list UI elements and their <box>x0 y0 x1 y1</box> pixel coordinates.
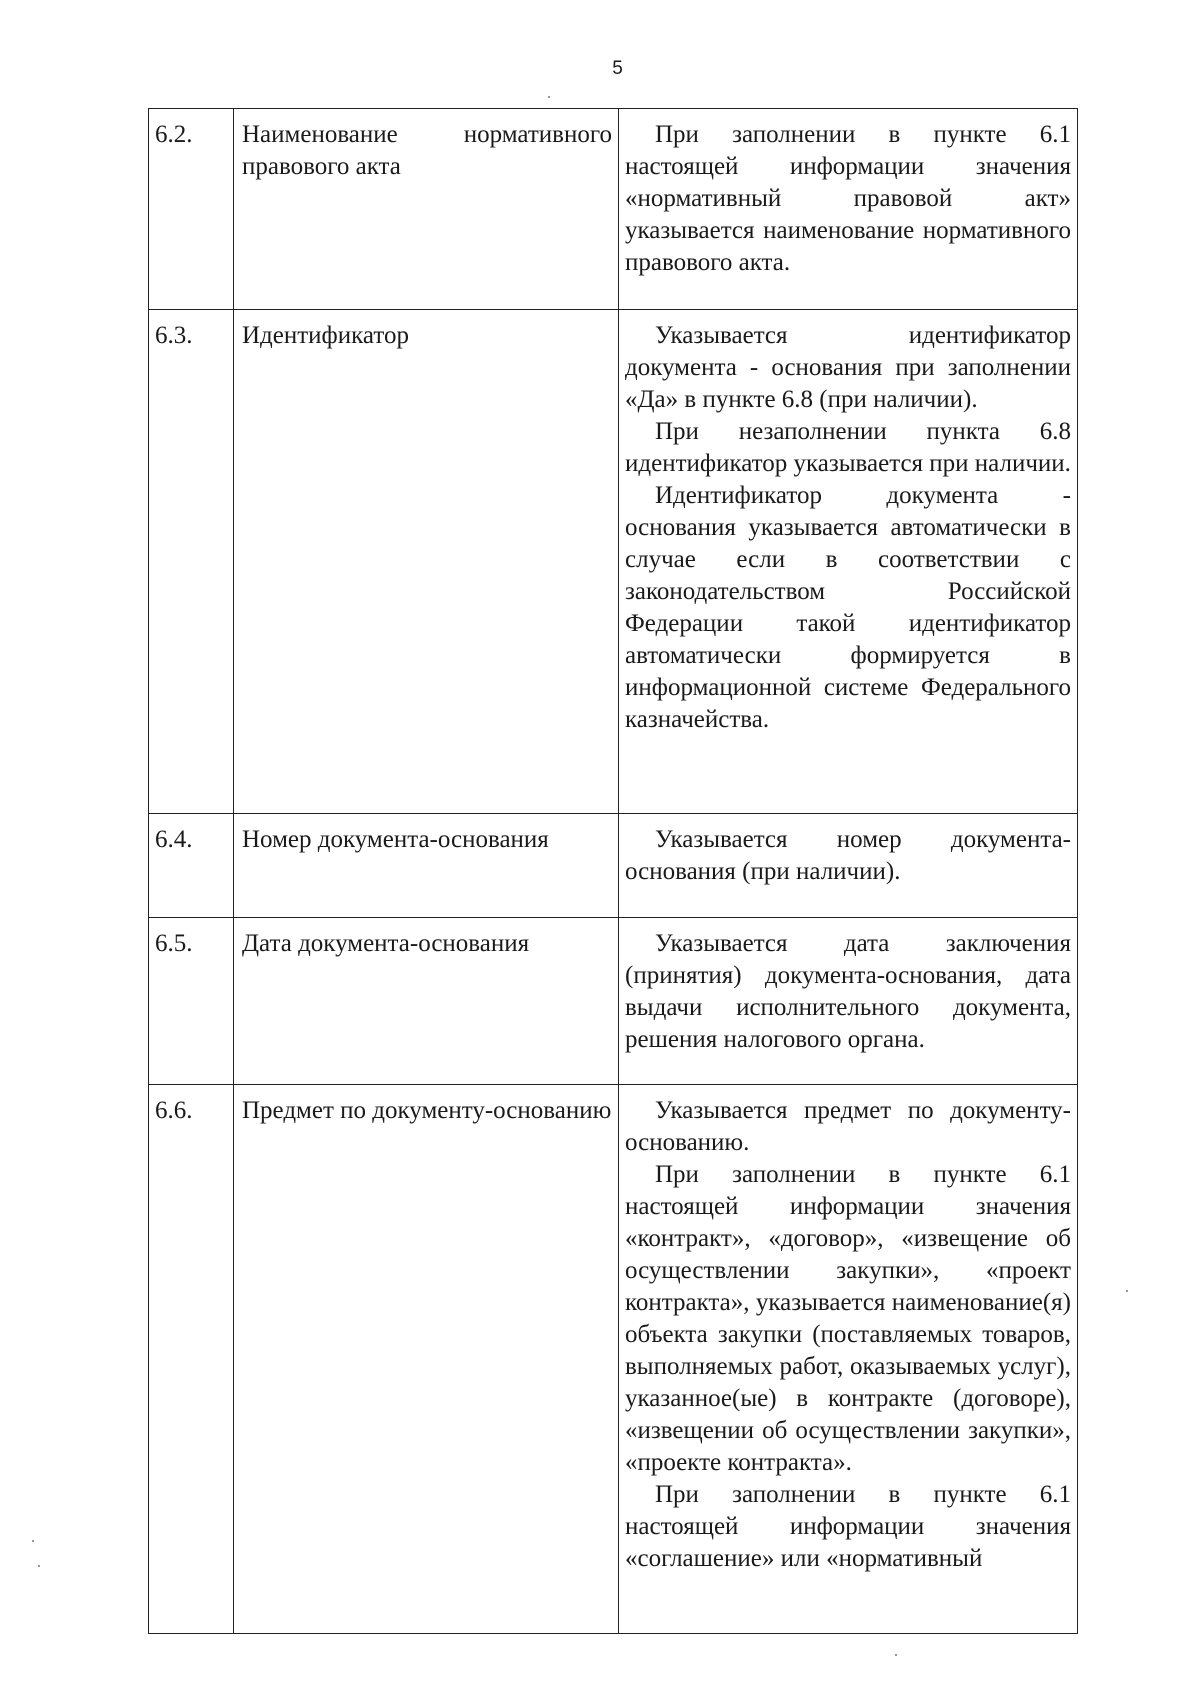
row-field-name: Номер документа-основания <box>234 814 619 918</box>
scan-speck <box>32 1540 34 1542</box>
description-paragraph: При незаполнении пункта 6.8 идентификатор указывается при наличии. <box>625 418 1071 477</box>
row-number: 6.2. <box>149 109 234 310</box>
row-field-name: Наименование нормативного правового акта <box>234 109 619 310</box>
description-paragraph: При заполнении в пункте 6.1 настоящей информации значения «нормативный правовой акт» указывается наименование нормативного правового акта. <box>625 121 1071 276</box>
description-paragraph: При заполнении в пункте 6.1 настоящей информации значения «соглашение» или «нормативный <box>625 1481 1071 1572</box>
table-row <box>149 310 1078 814</box>
table-row <box>149 109 1078 310</box>
row-number: 6.5. <box>149 918 234 1085</box>
page-number: 5 <box>612 58 623 79</box>
table-row <box>149 918 1078 1085</box>
table-row <box>149 1085 1078 1634</box>
row-description <box>619 1085 1078 1634</box>
description-paragraph: Указывается номер документа-основания (при наличии). <box>625 826 1071 885</box>
row-number: 6.6. <box>149 1085 234 1634</box>
description-paragraph: Идентификатор документа - основания указывается автоматически в случае если в соответствии с законодательством Российской Федерации такой идентификатор автоматически формируется в информационной системе Федерального казначейства. <box>625 482 1071 733</box>
row-field-name: Дата документа-основания <box>234 918 619 1085</box>
row-number: 6.4. <box>149 814 234 918</box>
document-table <box>148 108 1078 1634</box>
table-row <box>149 814 1078 918</box>
description-paragraph: Указывается предмет по документу-основанию. <box>625 1097 1071 1156</box>
row-field-name: Предмет по документу-основанию <box>234 1085 619 1634</box>
row-field-name: Идентификатор <box>234 310 619 814</box>
description-paragraph: Указывается дата заключения (принятия) документа-основания, дата выдачи исполнительного документа, решения налогового органа. <box>625 930 1071 1053</box>
row-description <box>619 310 1078 814</box>
description-paragraph: Указывается идентификатор документа - основания при заполнении «Да» в пункте 6.8 (при наличии). <box>625 322 1071 413</box>
scan-speck <box>38 1565 40 1567</box>
row-description <box>619 814 1078 918</box>
scan-speck <box>1126 1290 1128 1292</box>
scan-speck <box>895 1654 897 1656</box>
description-paragraph: При заполнении в пункте 6.1 настоящей информации значения «контракт», «договор», «извещение об осуществлении закупки», «проект контракта», указывается наименование(я) объекта закупки (поставляемых товаров, выполняемых работ, оказываемых услуг), указанное(ые) в контракте (договоре), «извещении об осуществлении закупки», «проекте контракта». <box>625 1161 1071 1476</box>
row-number: 6.3. <box>149 310 234 814</box>
row-description <box>619 918 1078 1085</box>
scan-speck <box>548 96 550 98</box>
row-description <box>619 109 1078 310</box>
